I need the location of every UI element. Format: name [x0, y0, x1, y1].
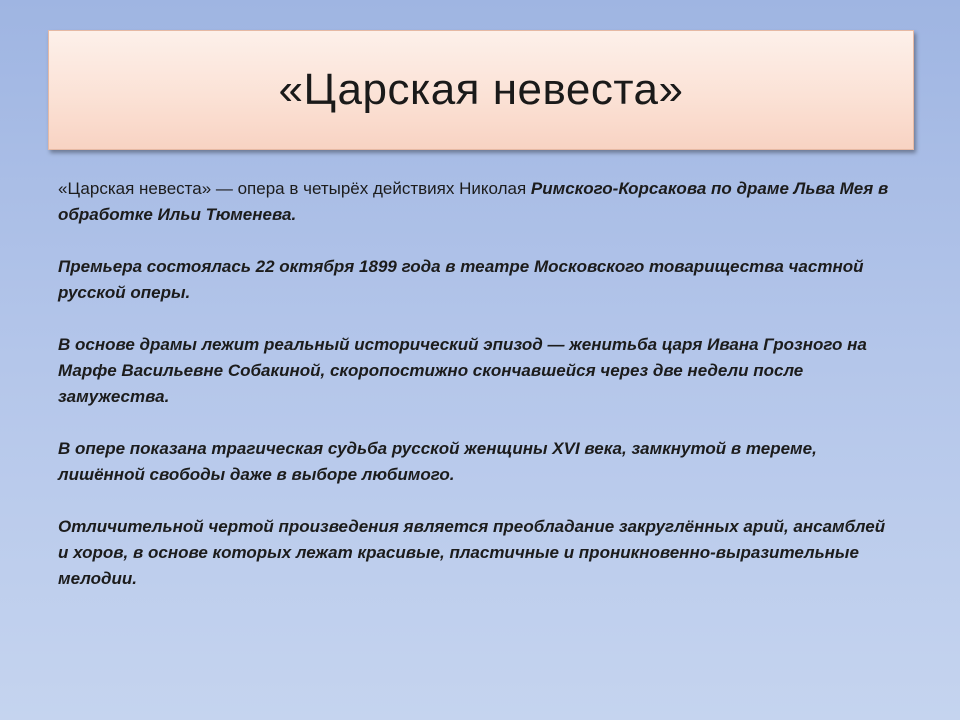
- slide-content: [58, 176, 898, 592]
- paragraph-2-text: Премьера состоялась 22 октября 1899 года в театре Московского товарищества частной русской оперы.: [58, 257, 864, 302]
- paragraph-2: [58, 254, 898, 306]
- paragraph-1-normal-text: «Царская невеста» — опера в четырёх действиях Николая: [58, 179, 531, 198]
- paragraph-3-text: В основе драмы лежит реальный исторический эпизод — женитьба царя Ивана Грозного на Марфе Васильевне Собакиной, скоропостижно скончавшейся через две недели после замужества.: [58, 335, 867, 406]
- paragraph-1: [58, 176, 898, 228]
- paragraph-3: [58, 332, 898, 410]
- paragraph-5-text: Отличительной чертой произведения является преобладание закруглённых арий, ансамблей и хоров, в основе которых лежат красивые, пластичные и проникновенно-выразительные мелодии.: [58, 517, 886, 588]
- paragraph-4: [58, 436, 898, 488]
- paragraph-5: [58, 514, 898, 592]
- title-box: [48, 30, 914, 150]
- paragraph-4-text: В опере показана трагическая судьба русской женщины XVI века, замкнутой в тереме, лишённой свободы даже в выборе любимого.: [58, 439, 817, 484]
- paragraph-1-emphasis-text: Римского-Корсакова по драме Льва Мея в обработке Ильи Тюменева.: [58, 179, 889, 224]
- slide-title: «Царская невеста»: [278, 65, 684, 114]
